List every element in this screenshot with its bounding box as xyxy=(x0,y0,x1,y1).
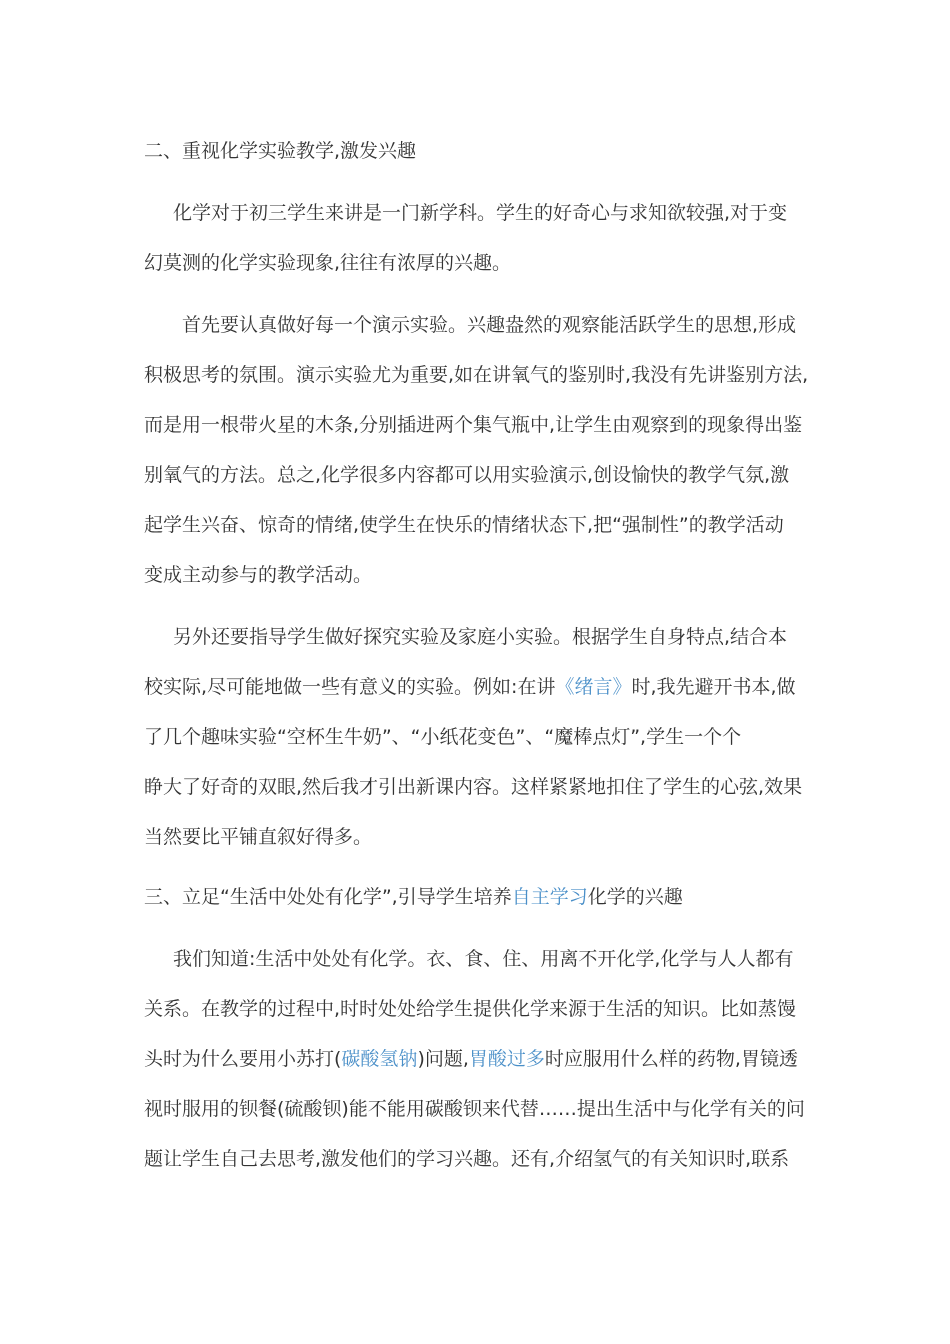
hyperacidity-link[interactable]: 胃酸过多 xyxy=(468,1048,545,1070)
paragraph-2-line-3: 而是用一根带火星的木条,分别插进两个集气瓶中,让学生由观察到的现象得出鉴 xyxy=(144,414,803,436)
paragraph-4-line-4: 视时服用的钡餐(硫酸钡)能不能用碳酸钡来代替……提出生活中与化学有关的问 xyxy=(144,1098,805,1120)
paragraph-3-line-2-text-b: 时,我先避开书本,做 xyxy=(631,676,796,698)
paragraph-2-line-4: 别氧气的方法。总之,化学很多内容都可以用实验演示,创设愉快的教学气氛,激 xyxy=(144,464,790,486)
paragraph-3-line-2-text-a: 校实际,尽可能地做一些有意义的实验。例如:在讲 xyxy=(144,676,556,698)
paragraph-4-line-2: 关系。在教学的过程中,时时处处给学生提供化学来源于生活的知识。比如蒸馒 xyxy=(144,998,797,1020)
paragraph-3-line-2 xyxy=(144,674,796,700)
xuyan-link[interactable]: 《绪言》 xyxy=(555,676,632,698)
paragraph-2-line-5: 起学生兴奋、惊奇的情绪,使学生在快乐的情绪状态下,把“强制性”的教学活动 xyxy=(144,514,784,536)
paragraph-3-line-5: 当然要比平铺直叙好得多。 xyxy=(144,826,373,848)
section-heading-3-text-a: 三、立足“生活中处处有化学”,引导学生培养 xyxy=(144,886,512,908)
paragraph-4-line-3 xyxy=(144,1046,798,1072)
sodium-bicarbonate-link[interactable]: 碳酸氢钠 xyxy=(341,1048,418,1070)
paragraph-4-line-1: 我们知道:生活中处处有化学。衣、食、住、用离不开化学,化学与人人都有 xyxy=(173,948,794,970)
self-study-link[interactable]: 自主学习 xyxy=(511,886,588,908)
paragraph-4-line-3-text-b: )问题, xyxy=(417,1048,469,1070)
paragraph-4-line-3-text-a: 头时为什么要用小苏打( xyxy=(144,1048,342,1070)
paragraph-1-line-2: 幻莫测的化学实验现象,往往有浓厚的兴趣。 xyxy=(144,252,512,274)
paragraph-2-line-1: 首先要认真做好每一个演示实验。兴趣盎然的观察能活跃学生的思想,形成 xyxy=(182,314,797,336)
paragraph-1-line-1: 化学对于初三学生来讲是一门新学科。学生的好奇心与求知欲较强,对于变 xyxy=(173,202,788,224)
section-heading-2: 二、重视化学实验教学,激发兴趣 xyxy=(144,140,417,162)
paragraph-3-line-1: 另外还要指导学生做好探究实验及家庭小实验。根据学生自身特点,结合本 xyxy=(173,626,788,648)
paragraph-4-line-5: 题让学生自己去思考,激发他们的学习兴趣。还有,介绍氢气的有关知识时,联系 xyxy=(144,1148,790,1170)
section-heading-3-text-b: 化学的兴趣 xyxy=(587,886,683,908)
section-heading-3 xyxy=(144,884,683,910)
paragraph-4-line-3-text-c: 时应服用什么样的药物,胃镜透 xyxy=(544,1048,798,1070)
paragraph-2-line-6: 变成主动参与的教学活动。 xyxy=(144,564,373,586)
paragraph-3-line-3: 了几个趣味实验“空杯生牛奶”、“小纸花变色”、“魔棒点灯”,学生一个个 xyxy=(144,726,742,748)
paragraph-3-line-4: 睁大了好奇的双眼,然后我才引出新课内容。这样紧紧地扣住了学生的心弦,效果 xyxy=(144,776,803,798)
paragraph-2-line-2: 积极思考的氛围。演示实验尤为重要,如在讲氧气的鉴别时,我没有先讲鉴别方法, xyxy=(144,364,809,386)
